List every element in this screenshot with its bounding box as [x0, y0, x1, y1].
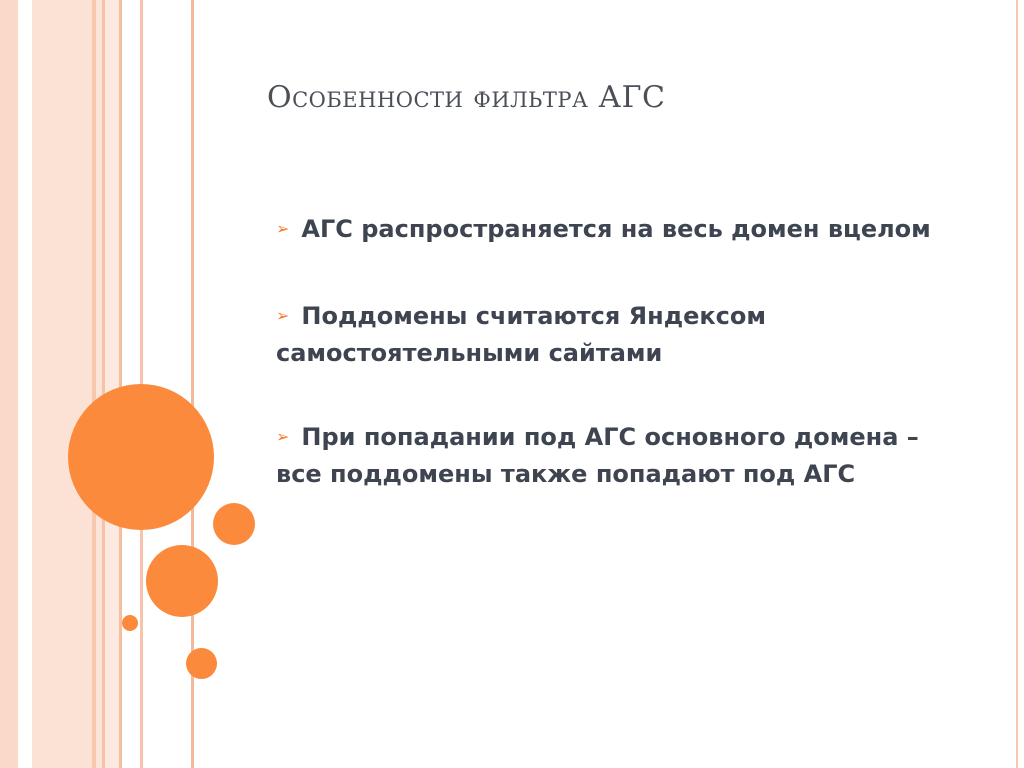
- decorative-circle-medium: [146, 545, 218, 617]
- decorative-stripe: [18, 0, 32, 768]
- arrow-bullet-icon: ➢: [276, 306, 290, 325]
- bullet-item: [276, 420, 956, 491]
- bullet-text: Поддомены считаются Яндексом самостоятельными сайтами: [276, 302, 766, 367]
- decorative-stripe: [119, 0, 122, 768]
- bullet-list: [276, 212, 956, 541]
- decorative-circle-large: [68, 384, 214, 530]
- arrow-bullet-icon: ➢: [276, 219, 290, 238]
- decorative-circle-tiny: [122, 615, 138, 631]
- decorative-stripe: [105, 0, 119, 768]
- decorative-stripe: [32, 0, 92, 768]
- bullet-item: [276, 299, 956, 370]
- decorative-stripe: [0, 0, 18, 768]
- bullet-item: [276, 212, 956, 249]
- bullet-text: При попадании под АГС основного домена – все поддомены также попадают под АГС: [276, 423, 919, 488]
- decorative-circle-small: [213, 503, 255, 545]
- decorative-circle-small: [186, 648, 217, 679]
- bullet-text: АГС распространяется на весь домен вцелом: [301, 215, 931, 243]
- slide-title: Особенности фильтра АГС: [267, 80, 666, 115]
- arrow-bullet-icon: ➢: [276, 427, 290, 446]
- right-border-line: [1016, 0, 1018, 768]
